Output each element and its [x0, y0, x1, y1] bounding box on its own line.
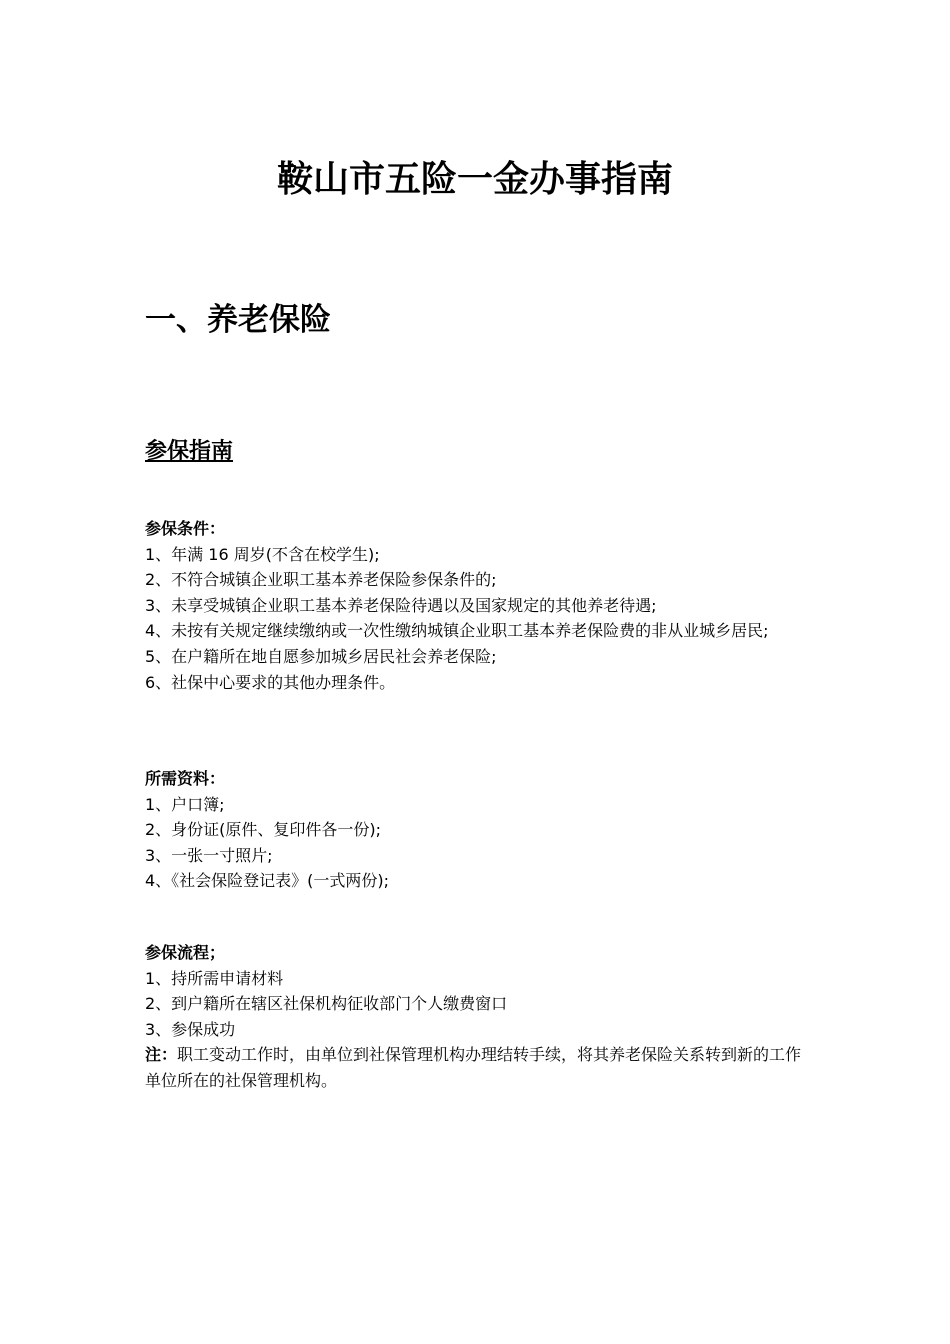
condition-item: 6、社保中心要求的其他办理条件。 — [145, 672, 396, 692]
section-heading-pension: 一、养老保险 — [145, 302, 331, 338]
process-step: 3、参保成功 — [145, 1019, 236, 1039]
materials-block — [145, 766, 815, 894]
conditions-label: 参保条件： — [145, 519, 226, 538]
process-step: 2、到户籍所在辖区社保机构征收部门个人缴费窗口 — [145, 994, 508, 1014]
material-item: 4、《社会保险登记表》(一式两份); — [145, 871, 390, 891]
condition-item: 5、在户籍所在地自愿参加城乡居民社会养老保险; — [145, 646, 497, 666]
subsection-heading-guide: 参保指南 — [145, 439, 234, 464]
condition-item: 1、年满 16 周岁(不含在校学生); — [145, 544, 380, 564]
condition-item: 3、未享受城镇企业职工基本养老保险待遇以及国家规定的其他养老待遇; — [145, 595, 657, 615]
document-title: 鞍山市五险一金办事指南 — [276, 159, 673, 200]
process-note — [145, 1042, 815, 1093]
process-block — [145, 940, 815, 1094]
note-text: 职工变动工作时，由单位到社保管理机构办理结转手续，将其养老保险关系转到新的工作单位所在的社保管理机构。 — [145, 1045, 802, 1090]
materials-label: 所需资料： — [145, 769, 226, 788]
condition-item: 4、未按有关规定继续缴纳或一次性缴纳城镇企业职工基本养老保险费的非从业城乡居民; — [145, 621, 769, 641]
note-label: 注： — [145, 1045, 178, 1065]
material-item: 2、身份证(原件、复印件各一份); — [145, 820, 382, 840]
conditions-block — [145, 516, 815, 695]
material-item: 3、一张一寸照片; — [145, 845, 273, 865]
process-label: 参保流程； — [145, 943, 226, 962]
process-step: 1、持所需申请材料 — [145, 968, 284, 988]
material-item: 1、户口簿; — [145, 794, 225, 814]
condition-item: 2、不符合城镇企业职工基本养老保险参保条件的; — [145, 570, 497, 590]
